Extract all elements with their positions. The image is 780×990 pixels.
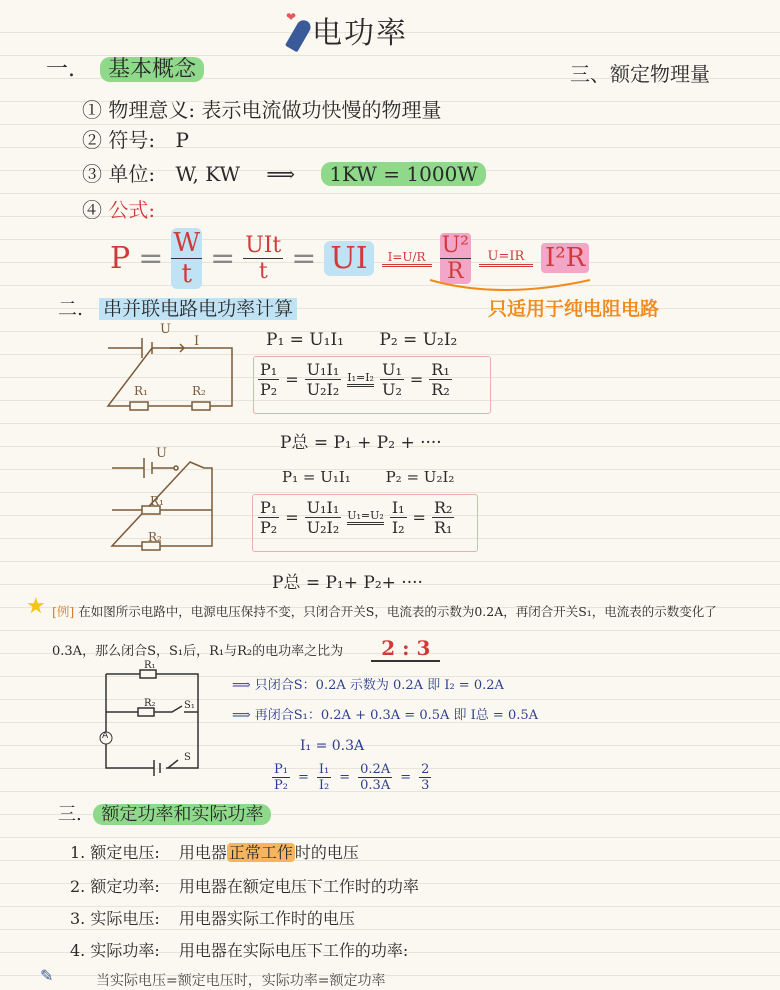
frac xyxy=(317,762,331,793)
parallel-p1: P₁ = U₁I₁ xyxy=(282,468,351,486)
item-num: ② xyxy=(82,128,102,152)
item-text: 表示电流做功快慢的物理量 xyxy=(201,98,442,122)
unit-note: 1KW = 1000W xyxy=(321,162,485,186)
frac xyxy=(419,762,431,793)
frac-den: R₁ xyxy=(433,518,453,537)
frac-num: U₁ xyxy=(381,360,402,379)
rated-item-2 xyxy=(70,874,419,897)
item-text: W, KW xyxy=(175,162,241,186)
series-p-defs xyxy=(266,330,457,350)
formula-cond-u-ir: U=IR xyxy=(479,250,533,267)
item-text: P xyxy=(175,128,189,152)
frac xyxy=(258,360,279,399)
rated-item-3 xyxy=(70,906,355,929)
series-total: P总 = P₁ + P₂ + ···· xyxy=(280,433,442,453)
example-step2: ⟹ 再闭合S₁：0.2A + 0.3A = 0.5A 即 I总 = 0.5A xyxy=(232,708,539,723)
section1-heading xyxy=(46,52,204,83)
item-num: ① xyxy=(82,98,102,122)
item-num: ③ xyxy=(82,162,102,186)
concept-item-1 xyxy=(82,94,441,123)
section3-preview-heading: 三、额定物理量 xyxy=(570,62,710,86)
parallel-total: P总 = P₁+ P₂+ ···· xyxy=(272,573,423,593)
example-step1: ⟹ 只闭合S：0.2A 示数为 0.2A 即 I₂ = 0.2A xyxy=(232,678,504,693)
eq-sign: = xyxy=(285,508,299,527)
frac xyxy=(358,762,392,793)
frac-den: I₂ xyxy=(391,518,405,537)
frac-num: P₁ xyxy=(260,360,278,379)
page-title xyxy=(292,8,408,52)
parallel-u-label: U xyxy=(156,446,167,461)
formula-i2r: I²R xyxy=(541,243,589,273)
parallel-p2: P₂ = U₂I₂ xyxy=(385,468,455,486)
series-u-label: U xyxy=(160,322,171,337)
section3-num: 三. xyxy=(58,804,82,825)
frac xyxy=(258,498,279,537)
title-text: 电功率 xyxy=(312,16,408,51)
eq-sign: = xyxy=(412,508,426,527)
frac xyxy=(272,762,290,793)
condition: U₁=U₂ xyxy=(347,510,384,525)
parallel-ratio xyxy=(258,498,454,537)
bottom-cut-text: 当实际电压=额定电压时，实际功率=额定功率 xyxy=(96,973,386,989)
item-post: 时的电压 xyxy=(294,843,359,862)
frac-num: I₁ xyxy=(318,762,330,777)
frac-den: P₂ xyxy=(260,380,278,399)
example-calc xyxy=(272,762,431,793)
frac-num: R₁ xyxy=(431,360,450,379)
rated-item-1 xyxy=(70,840,359,863)
example-r2-label: R₂ xyxy=(144,698,156,709)
eq-sign: = xyxy=(409,370,424,389)
item-text: 用电器在实际电压下工作的功率: xyxy=(178,941,409,960)
formula-p: P xyxy=(110,240,131,276)
item-num: 2. xyxy=(70,877,86,896)
series-r2-label: R₂ xyxy=(192,384,206,398)
example-step3: I₁ = 0.3A xyxy=(300,738,365,754)
item-num: 1. xyxy=(70,843,86,862)
series-r1-label: R₁ xyxy=(134,384,148,398)
frac-num: U² xyxy=(441,232,469,258)
frac-den: t xyxy=(181,258,192,289)
formula-eq: = xyxy=(210,240,236,276)
series-i-label: I xyxy=(194,334,200,349)
eq-sign: = xyxy=(297,770,309,785)
example-question-line1 xyxy=(52,602,772,620)
frac-den: P₂ xyxy=(260,518,278,537)
frac-num: UIt xyxy=(245,232,282,258)
parallel-r2-label: R₂ xyxy=(148,530,162,544)
frac-num: 2 xyxy=(421,762,430,777)
example-s1-label: S₁ xyxy=(184,700,195,711)
frac-num: R₂ xyxy=(433,498,453,517)
frac-den: I₂ xyxy=(318,778,330,793)
frac-num: W xyxy=(173,227,201,258)
pen-bullet-icon: ✎ xyxy=(40,966,54,985)
item-label: 物理意义: xyxy=(108,98,196,122)
formula-w-over-t xyxy=(171,228,202,289)
example-text2: 0.3A，那么闭合S，S₁后，R₁与R₂的电功率之比为 xyxy=(52,644,344,659)
item-label: 符号: xyxy=(108,128,156,152)
formula-uit-over-t xyxy=(243,233,283,284)
example-question-line2 xyxy=(52,636,440,660)
example-s-label: S xyxy=(184,752,191,763)
frac-den: U₂I₂ xyxy=(306,518,340,537)
formula-eq: = xyxy=(291,240,317,276)
section2-title: 串并联电路电功率计算 xyxy=(99,298,297,320)
pure-resistance-note: 只适用于纯电阻电路 xyxy=(488,298,660,320)
item-label: 额定功率: xyxy=(90,877,160,896)
item-highlight: 正常工作 xyxy=(228,843,293,862)
item-text: 用电器在额定电压下工作时的功率 xyxy=(178,877,419,896)
frac-den: U₂I₂ xyxy=(306,380,340,399)
section3-heading xyxy=(58,800,271,826)
frac xyxy=(390,498,407,537)
item-label: 单位: xyxy=(108,162,156,186)
series-p1: P₁ = U₁I₁ xyxy=(266,330,344,350)
section1-num: 一. xyxy=(46,57,75,82)
frac-den: 0.3A xyxy=(360,778,391,793)
eq-sign: = xyxy=(400,770,412,785)
series-ratio xyxy=(258,360,452,399)
eq-sign: = xyxy=(285,370,299,389)
parallel-p-defs xyxy=(282,468,454,486)
frac xyxy=(429,360,451,399)
condition: I₁=I₂ xyxy=(347,372,374,387)
frac-num: I₁ xyxy=(391,498,405,517)
item-label: 公式: xyxy=(108,198,156,222)
item-label: 实际功率: xyxy=(90,941,160,960)
frac-num: U₁I₁ xyxy=(306,498,340,517)
example-answer: 2 : 3 xyxy=(371,636,440,662)
formula-eq: = xyxy=(138,240,164,276)
frac-den: t xyxy=(258,258,268,284)
frac-num: U₁I₁ xyxy=(306,360,340,379)
frac-num: P₁ xyxy=(274,762,288,777)
star-icon: ★ xyxy=(26,594,46,619)
item-num: 3. xyxy=(70,909,86,928)
eq-sign: = xyxy=(339,770,351,785)
heart-icon: ❤ xyxy=(286,10,297,24)
item-text: 用电器实际工作时的电压 xyxy=(178,909,355,928)
example-tag: [例] xyxy=(52,604,75,619)
example-text1: 在如图所示电路中，电源电压保持不变，只闭合开关S，电流表的示数为0.2A，再闭合开关S₁，电流表的示数变化了 xyxy=(78,604,717,619)
ammeter-label: A xyxy=(102,731,109,741)
item-label: 实际电压: xyxy=(90,909,160,928)
item-pre: 用电器 xyxy=(178,843,227,862)
concept-item-4 xyxy=(82,194,155,223)
concept-item-2 xyxy=(82,124,189,153)
concept-item-3 xyxy=(82,158,486,187)
section2-num: 二. xyxy=(58,298,84,320)
formula-cond-ohm: I=U/R xyxy=(382,250,432,267)
section1-title: 基本概念 xyxy=(100,57,204,82)
item-num: ④ xyxy=(82,198,102,222)
frac xyxy=(305,360,342,399)
frac-den: R₂ xyxy=(431,380,450,399)
series-p2: P₂ = U₂I₂ xyxy=(379,330,458,350)
section3-title: 额定功率和实际功率 xyxy=(93,804,271,825)
frac xyxy=(305,498,342,537)
frac-den: R xyxy=(446,258,464,284)
example-r1-label: R₁ xyxy=(144,660,156,671)
frac-num: 0.2A xyxy=(360,762,391,777)
rated-item-4 xyxy=(70,938,408,961)
section2-heading xyxy=(58,294,297,321)
frac-den: P₂ xyxy=(274,778,288,793)
frac xyxy=(380,360,404,399)
formula-ui: UI xyxy=(324,241,373,276)
frac-den: 3 xyxy=(421,778,430,793)
frac-num: P₁ xyxy=(260,498,278,517)
frac-den: U₂ xyxy=(381,380,402,399)
arrow-icon: ⟹ xyxy=(266,162,296,186)
parallel-r1-label: R₁ xyxy=(150,494,164,508)
frac xyxy=(432,498,454,537)
item-num: 4. xyxy=(70,941,86,960)
item-label: 额定电压: xyxy=(90,843,160,862)
